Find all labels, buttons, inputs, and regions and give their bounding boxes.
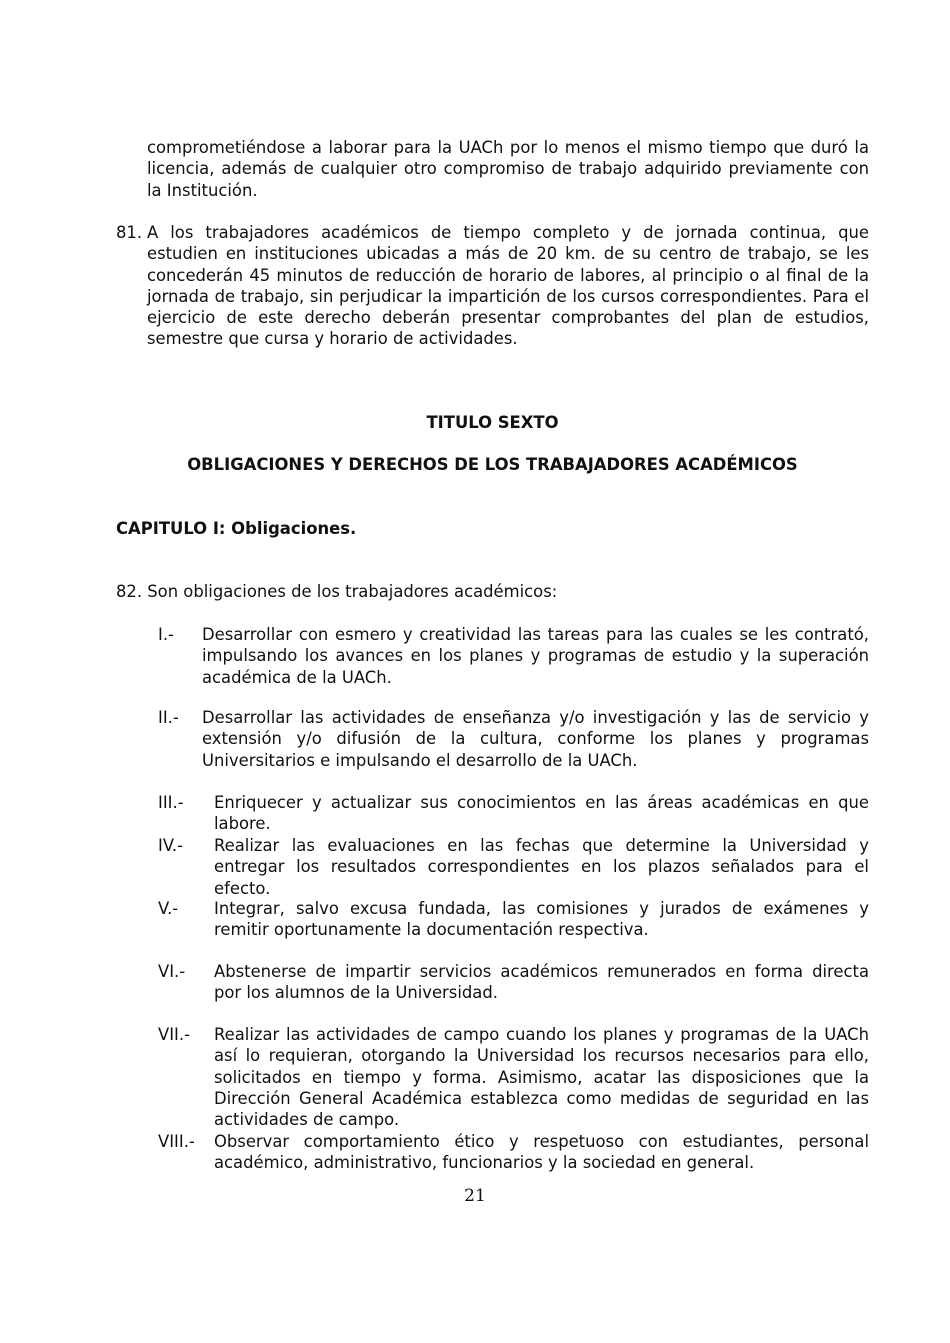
list-item-numeral: VIII.- [158, 1132, 195, 1151]
continuation-paragraph: comprometiéndose a laborar para la UACh por lo menos el mismo tiempo que duró la licencia, además de cualquier otro compromiso de trabajo adquirido previamente con la Institución. [147, 138, 869, 200]
list-item [158, 707, 869, 771]
clause-81 [116, 222, 869, 350]
list-item-text: Abstenerse de impartir servicios académicos remunerados en forma directa por los alumnos de la Universidad. [214, 962, 869, 1003]
list-item-numeral: III.- [158, 793, 184, 812]
clause-82-intro: 82. Son obligaciones de los trabajadores académicos: [116, 582, 558, 601]
title-heading: TITULO SEXTO [426, 413, 559, 432]
list-item [158, 624, 869, 688]
list-item-text: Enriquecer y actualizar sus conocimientos en las áreas académicas en que labore. [214, 793, 869, 834]
list-item-numeral: IV.- [158, 836, 184, 855]
list-item-numeral: V.- [158, 899, 179, 918]
list-item-text: Observar comportamiento ético y respetuoso con estudiantes, personal académico, administrativo, funcionarios y la sociedad en general. [214, 1132, 869, 1173]
list-item [158, 898, 869, 941]
list-item-text: Desarrollar las actividades de enseñanza y/o investigación y las de servicio y extensión y/o difusión de la cultura, conforme los planes y programas Universitarios e impulsando el desarrollo de la UACh. [202, 708, 869, 770]
chapter-heading: CAPITULO I: Obligaciones. [116, 519, 357, 538]
list-item-numeral: I.- [158, 625, 174, 644]
list-item-numeral: VII.- [158, 1025, 191, 1044]
list-item-numeral: VI.- [158, 962, 186, 981]
clause-81-text: A los trabajadores académicos de tiempo completo y de jornada continua, que estudien en instituciones ubicadas a más de 20 km. de su centro de trabajo, se les concederán 45 minutos de reducción de horario de labores, al principio o al final de la jornada de trabajo, sin perjudicar la impartición de los cursos correspondientes. Para el ejercicio de este derecho deberán presentar comprobantes del plan de estudios, semestre que cursa y horario de actividades. [147, 223, 869, 349]
clause-81-number: 81. [116, 223, 143, 242]
list-item [158, 1024, 869, 1130]
subtitle-heading: OBLIGACIONES Y DERECHOS DE LOS TRABAJADORES ACADÉMICOS [187, 455, 798, 474]
list-item-numeral: II.- [158, 708, 179, 727]
list-item-text: Integrar, salvo excusa fundada, las comisiones y jurados de exámenes y remitir oportunamente la documentación respectiva. [214, 899, 869, 940]
list-item-text: Realizar las actividades de campo cuando los planes y programas de la UACh así lo requieran, otorgando la Universidad los recursos necesarios para ello, solicitados en tiempo y forma. Asimismo, acatar las disposiciones que la Dirección General Académica establezca como medidas de seguridad en las actividades de campo. [214, 1025, 869, 1130]
list-item-text: Realizar las evaluaciones en las fechas que determine la Universidad y entregar los resultados correspondientes en los plazos señalados para el efecto. [214, 836, 869, 898]
list-item [158, 1131, 869, 1174]
list-item [158, 961, 869, 1004]
list-item [158, 835, 869, 899]
list-item-text: Desarrollar con esmero y creatividad las tareas para las cuales se les contrató, impulsando los avances en los planes y programas de estudio y la superación académica de la UACh. [202, 625, 869, 687]
list-item [158, 792, 869, 835]
page-number: 21 [464, 1186, 486, 1206]
